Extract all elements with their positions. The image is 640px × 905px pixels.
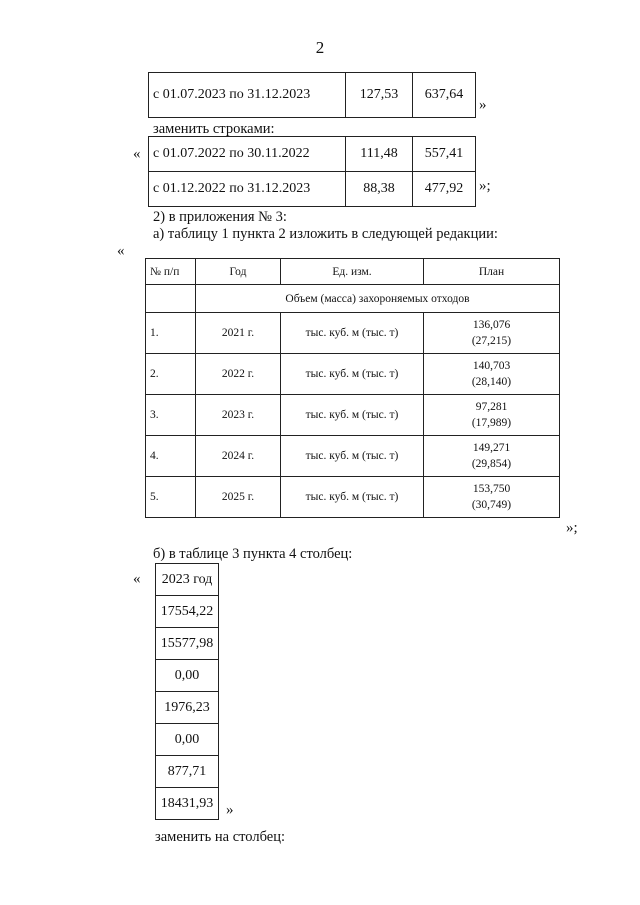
plan-volume: 97,281 xyxy=(475,401,508,413)
value-cell: 127,53 xyxy=(346,73,413,118)
value-cell: 637,64 xyxy=(413,73,476,118)
old-rate-table xyxy=(148,72,476,118)
column-value-cell: 0,00 xyxy=(156,724,219,756)
row-number: 3. xyxy=(146,395,196,436)
row-number: 4. xyxy=(146,436,196,477)
replace-column-text: заменить на столбец: xyxy=(155,829,285,845)
column-table xyxy=(155,563,219,820)
table-row xyxy=(146,395,560,436)
closing-quote: » xyxy=(226,802,234,818)
year-cell: 2025 г. xyxy=(196,477,281,518)
plan-mass: (30,749) xyxy=(471,499,512,511)
table-row xyxy=(146,436,560,477)
table-subheader-row xyxy=(146,285,560,313)
column-value-cell: 15577,98 xyxy=(156,628,219,660)
period-cell: с 01.12.2022 по 31.12.2023 xyxy=(149,172,346,207)
plan-mass: (17,989) xyxy=(471,417,512,429)
opening-quote: « xyxy=(133,571,141,587)
plan-volume: 140,703 xyxy=(472,360,511,372)
table-row xyxy=(156,628,219,660)
plan-cell xyxy=(424,395,560,436)
page-number: 2 xyxy=(315,38,325,57)
value-cell: 557,41 xyxy=(413,137,476,172)
plan-cell xyxy=(424,354,560,395)
table-row xyxy=(156,788,219,820)
plan-cell xyxy=(424,477,560,518)
table-row xyxy=(156,724,219,756)
table-row xyxy=(156,692,219,724)
column-value-cell: 1976,23 xyxy=(156,692,219,724)
row-number: 2. xyxy=(146,354,196,395)
table-row xyxy=(156,660,219,692)
plan-mass: (27,215) xyxy=(471,335,512,347)
column-value-cell: 17554,22 xyxy=(156,596,219,628)
column-header-cell: 2023 год xyxy=(156,564,219,596)
plan-mass: (29,854) xyxy=(471,458,512,470)
item-2-text: 2) в приложения № 3: xyxy=(153,209,287,225)
header-cell: Ед. изм. xyxy=(281,259,424,285)
column-value-cell: 18431,93 xyxy=(156,788,219,820)
unit-cell: тыс. куб. м (тыс. т) xyxy=(281,436,424,477)
subheader-cell: Объем (масса) захороняемых отходов xyxy=(196,285,560,313)
year-cell: 2024 г. xyxy=(196,436,281,477)
table-row xyxy=(149,73,476,118)
table-row xyxy=(156,564,219,596)
year-cell: 2021 г. xyxy=(196,313,281,354)
table-header-row xyxy=(146,259,560,285)
item-2a-text: а) таблицу 1 пункта 2 изложить в следующей редакции: xyxy=(153,226,498,242)
value-cell: 88,38 xyxy=(346,172,413,207)
plan-mass: (28,140) xyxy=(471,376,512,388)
item-2b-text: б) в таблице 3 пункта 4 столбец: xyxy=(153,546,353,562)
opening-quote: « xyxy=(117,243,125,259)
opening-quote: « xyxy=(133,146,141,162)
column-value-cell: 877,71 xyxy=(156,756,219,788)
column-value-cell: 0,00 xyxy=(156,660,219,692)
plan-volume: 136,076 xyxy=(472,319,511,331)
value-cell: 477,92 xyxy=(413,172,476,207)
table-row xyxy=(146,354,560,395)
unit-cell: тыс. куб. м (тыс. т) xyxy=(281,477,424,518)
table-row xyxy=(156,596,219,628)
plan-volume: 153,750 xyxy=(472,483,511,495)
empty-cell xyxy=(146,285,196,313)
plan-table xyxy=(145,258,560,518)
header-cell: План xyxy=(424,259,560,285)
replace-rows-text: заменить строками: xyxy=(153,121,275,137)
plan-cell xyxy=(424,436,560,477)
unit-cell: тыс. куб. м (тыс. т) xyxy=(281,354,424,395)
row-number: 1. xyxy=(146,313,196,354)
table-row xyxy=(146,477,560,518)
period-cell: с 01.07.2023 по 31.12.2023 xyxy=(149,73,346,118)
period-cell: с 01.07.2022 по 30.11.2022 xyxy=(149,137,346,172)
unit-cell: тыс. куб. м (тыс. т) xyxy=(281,395,424,436)
closing-quote: »; xyxy=(566,520,578,536)
value-cell: 111,48 xyxy=(346,137,413,172)
table-row xyxy=(146,313,560,354)
closing-quote: » xyxy=(479,97,487,113)
row-number: 5. xyxy=(146,477,196,518)
closing-quote: »; xyxy=(479,178,491,194)
header-cell: № п/п xyxy=(146,259,196,285)
year-cell: 2023 г. xyxy=(196,395,281,436)
header-cell: Год xyxy=(196,259,281,285)
new-rate-table xyxy=(148,136,476,207)
plan-cell xyxy=(424,313,560,354)
table-row xyxy=(149,172,476,207)
plan-volume: 149,271 xyxy=(472,442,511,454)
year-cell: 2022 г. xyxy=(196,354,281,395)
table-row xyxy=(149,137,476,172)
unit-cell: тыс. куб. м (тыс. т) xyxy=(281,313,424,354)
table-row xyxy=(156,756,219,788)
